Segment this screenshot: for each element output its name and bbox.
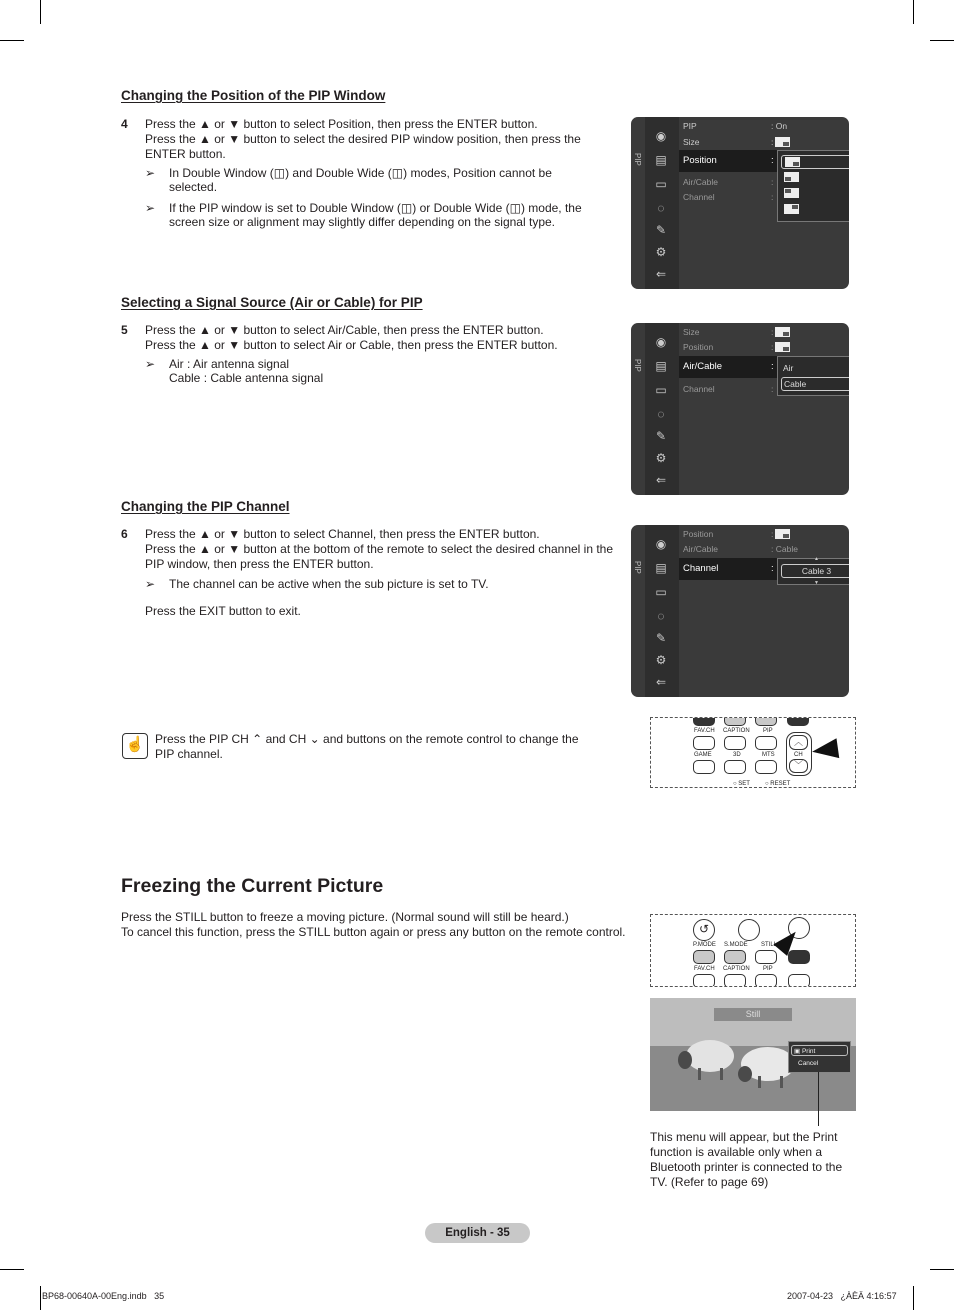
caption-text: This menu will appear, but the Print function is available only when a Bluetooth printer is connected to the TV. (Refer to page 69) xyxy=(650,1130,843,1189)
return-icon: ↺ xyxy=(693,919,715,941)
remote-control-image: ↺ P.MODE S.MODE STILL FAV.CH CAPTION PIP xyxy=(650,914,856,987)
pip-menu-screen xyxy=(631,117,849,289)
arrow-icon: ➢ xyxy=(145,166,156,180)
double-wide-icon: ◫ xyxy=(509,201,521,215)
callout-line xyxy=(818,1072,819,1126)
sound-icon: ▤ xyxy=(655,561,667,575)
support-icon: ⇐ xyxy=(655,267,667,281)
sound-icon: ▤ xyxy=(655,359,667,373)
print-option[interactable]: ▣ Print xyxy=(791,1045,848,1056)
menu-row[interactable]: PIP : On xyxy=(683,121,788,131)
menu-side-label: PIP xyxy=(633,153,642,166)
print-menu[interactable] xyxy=(788,1041,851,1073)
channel-icon: ▭ xyxy=(655,177,667,191)
position-dropdown[interactable] xyxy=(777,150,849,222)
tip-text: Press the PIP CH ⌃ and CH ⌄ and buttons on the remote control to change the PIP channel. xyxy=(155,732,579,761)
menu-row[interactable]: Size : xyxy=(679,325,849,339)
down-arrow-icon: ▼ xyxy=(814,580,819,586)
support-icon: ⇐ xyxy=(655,473,667,487)
pip-menu-screen xyxy=(631,323,849,495)
channel-icon: ▭ xyxy=(655,383,667,397)
chevron-down-icon: ⌄ xyxy=(309,732,320,746)
step-text: Press the ▲ or ▼ button to select Position, then press the ENTER button. Press the ▲ or ▼ button to select the desired PIP window position, then press the ENTER button. xyxy=(145,117,581,161)
crop-mark xyxy=(930,40,954,41)
input-icon: ✎ xyxy=(655,631,667,645)
step-number: 6 xyxy=(121,527,128,541)
crop-mark xyxy=(40,0,41,24)
position-option[interactable] xyxy=(781,171,849,185)
ch-rocker[interactable]: ︿ CH ﹀ xyxy=(786,732,812,776)
pip-menu-screen xyxy=(631,525,849,697)
step-number: 5 xyxy=(121,323,128,337)
crop-mark xyxy=(0,40,24,41)
menu-row[interactable]: Air/Cable : Cable xyxy=(683,544,798,554)
section-title-source: Selecting a Signal Source (Air or Cable) for PIP xyxy=(121,295,423,310)
menu-icon-column xyxy=(645,525,679,697)
menu-row[interactable]: Size : xyxy=(679,135,849,149)
step-text: Press the ▲ or ▼ button to select Channel, then press the ENTER button. Press the ▲ or ▼ button at the bottom of the remote to select the desired channel in the PIP window, then press the ENTER button. xyxy=(145,527,614,571)
setup-icon: ◌ xyxy=(657,609,665,623)
gear-icon: ⚙ xyxy=(655,653,667,667)
still-screen-image xyxy=(650,998,856,1111)
menu-row[interactable]: Channel : xyxy=(683,384,774,394)
double-window-icon: ◫ xyxy=(400,201,413,215)
step-number: 4 xyxy=(121,117,128,131)
menu-row-selected[interactable]: Air/Cable : xyxy=(679,356,849,378)
double-window-icon: ◫ xyxy=(273,166,286,180)
arrow-icon: ➢ xyxy=(145,577,156,591)
gear-icon: ⚙ xyxy=(655,451,667,465)
support-icon: ⇐ xyxy=(655,675,667,689)
menu-row[interactable]: Position : xyxy=(679,527,849,541)
up-arrow-icon: ▲ xyxy=(814,556,819,562)
picture-icon: ◉ xyxy=(655,129,667,143)
exit-text: Press the EXIT button to exit. xyxy=(145,604,301,618)
gear-icon: ⚙ xyxy=(655,245,667,259)
section-title-position: Changing the Position of the PIP Window xyxy=(121,88,386,103)
sound-icon: ▤ xyxy=(655,153,667,167)
chevron-up-icon: ⌃ xyxy=(252,732,263,746)
crop-mark xyxy=(930,1269,954,1270)
still-banner: Still xyxy=(714,1008,792,1021)
hand-icon: ☝ xyxy=(122,733,148,759)
crop-mark xyxy=(913,1286,914,1310)
set-label: ○ SET xyxy=(733,781,750,787)
crop-mark xyxy=(0,1269,24,1270)
air-cable-dropdown[interactable] xyxy=(777,356,849,396)
menu-side-label: PIP xyxy=(633,359,642,372)
setup-icon: ◌ xyxy=(657,201,665,215)
crop-mark xyxy=(40,1286,41,1310)
step-text: Press the ▲ or ▼ button to select Air/Cable, then press the ENTER button. Press the ▲ or ▼ button to select Air or Cable, then press the ENTER button. xyxy=(145,323,558,352)
menu-row[interactable]: Air/Cable : xyxy=(683,177,774,187)
note: ➢ The channel can be active when the sub picture is set to TV. xyxy=(145,577,489,591)
note: ➢ In Double Window (◫) and Double Wide (◫) modes, Position cannot be selected. xyxy=(145,166,552,194)
section-title-channel: Changing the PIP Channel xyxy=(121,499,290,514)
arrow-icon: ➢ xyxy=(145,201,156,215)
picture-icon: ◉ xyxy=(655,537,667,551)
setup-icon: ◌ xyxy=(657,407,665,421)
input-icon: ✎ xyxy=(655,223,667,237)
menu-row[interactable]: Channel : xyxy=(683,192,774,202)
reset-label: ○ RESET xyxy=(765,781,791,787)
arrow-icon: ➢ xyxy=(145,357,156,371)
pointer-arrow xyxy=(811,738,840,761)
double-wide-icon: ◫ xyxy=(391,166,404,180)
still-button[interactable] xyxy=(755,950,777,964)
position-option[interactable] xyxy=(781,203,849,217)
note: ➢ If the PIP window is set to Double Window (◫) or Double Wide (◫) mode, the screen size or alignment may slightly differ depending on the signal type. xyxy=(145,201,582,229)
remote-control-image: FAV.CH CAPTION PIP ︿ CH ﹀ GAME 3D MTS ○ SET ○ RESET xyxy=(650,717,856,788)
cancel-option[interactable]: Cancel xyxy=(798,1060,819,1067)
channel-icon: ▭ xyxy=(655,585,667,599)
option-air[interactable]: Air xyxy=(783,363,794,373)
page-number: English - 35 xyxy=(425,1223,530,1243)
menu-icon-column xyxy=(645,323,679,495)
crop-mark xyxy=(913,0,914,24)
ch-up-button[interactable]: ︿ xyxy=(789,735,808,750)
input-icon: ✎ xyxy=(655,429,667,443)
file-info: BP68-00640A-00Eng.indb 35 xyxy=(42,1291,165,1301)
menu-side-label: PIP xyxy=(633,561,642,574)
page-heading: Freezing the Current Picture xyxy=(121,875,384,897)
menu-icon-column xyxy=(645,117,679,289)
ch-down-button[interactable]: ﹀ xyxy=(789,759,808,773)
freeze-text: Press the STILL button to freeze a moving picture. (Normal sound will still be heard.) To cancel this function, press the STILL button again or press any button on the remote control. xyxy=(121,910,626,939)
menu-row-selected[interactable]: Channel : xyxy=(679,558,849,580)
channel-value[interactable]: Cable 3 xyxy=(781,564,849,578)
note: ➢ Air : Air antenna signal Cable : Cable antenna signal xyxy=(145,357,324,385)
menu-row-selected[interactable]: Position : xyxy=(679,150,849,172)
channel-selector[interactable] xyxy=(777,558,849,585)
print-date: 2007-04-23 ¿ÀÈÄ 4:16:57 xyxy=(787,1291,897,1301)
picture-icon: ◉ xyxy=(655,335,667,349)
menu-row[interactable]: Position : xyxy=(679,340,849,354)
option-cable[interactable]: Cable xyxy=(781,377,849,391)
position-option[interactable] xyxy=(781,187,849,201)
position-option[interactable] xyxy=(781,155,849,169)
